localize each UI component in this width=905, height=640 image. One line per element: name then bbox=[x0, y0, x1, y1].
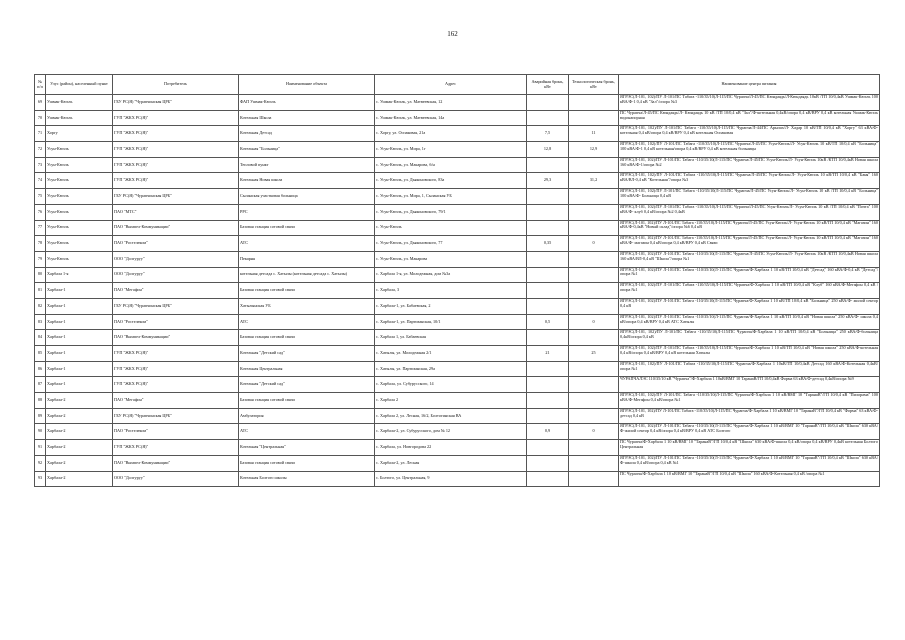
row-emergency-reserve bbox=[527, 377, 569, 393]
row-emergency-reserve bbox=[527, 110, 569, 126]
row-power-center: ЯГРЭС(Л-101, 102)/ПУ Л-101/ПС Табага -110/35/10(Л-115/ПС Чурапча/Л-45/ПС Усун-Кюэль/Л- Усун-Кюэль 10 кВ/ТП 10/0,4 кВ "Больница" 100 кВА/Ф-1 0,4 кВ котельная/опора 0,4 кВ/ВРУ 0,4 кВ котельная больницы bbox=[619, 142, 880, 158]
row-address: с. Ушмак-Кюэль, ул. Матвеевская, 12 bbox=[375, 95, 527, 111]
header-emergency-reserve: Аварийная бронь, кВт bbox=[527, 75, 569, 95]
row-place: Усун-Кюэль bbox=[46, 189, 113, 205]
row-tech-reserve bbox=[569, 283, 619, 299]
row-emergency-reserve bbox=[527, 393, 569, 409]
row-address: с. Харбала-2, ул. Лесная bbox=[375, 455, 527, 471]
row-power-center: ЯГРЭС(Л-101, 102)/ПУ Л-101/ПС Табага -110/35/10(Л-115/ПС Чурапча/Ф-Харбала 1 10кВ/ТП 10/0,4кВ Детсад 160 кВА/Ф-Котельная 0,4кВ/опора №1 bbox=[619, 361, 880, 377]
header-object: Наименование объекта bbox=[239, 75, 375, 95]
row-emergency-reserve bbox=[527, 157, 569, 173]
row-power-center: ЯГРЭС(Л-101, 102)/ПУ Л-101/ПС Табага -110/35/10(Л-115/ПС Чурапча/Л-45/ПС Усун-Кюэль/Л- Усун-Кюэль 10 кВ/ТП 10/0,4 кВ "Магазин" 160 кВА/Ф-0,4кВ "Новый склад"/опора №6 0,4 кВ bbox=[619, 220, 880, 236]
row-tech-reserve bbox=[569, 251, 619, 267]
row-consumer: ГУП "ЖКХ РС(Я)" bbox=[113, 110, 239, 126]
row-number: 81 bbox=[35, 283, 46, 299]
row-address: с. Харбала, 3 bbox=[375, 283, 527, 299]
row-consumer: ПАО "Мегафон" bbox=[113, 393, 239, 409]
row-consumer: ГБУ РС(Я) "Чурапчинская ЦРБ" bbox=[113, 189, 239, 205]
table-row bbox=[35, 220, 880, 236]
row-consumer: ПАО "Вымпел-Коммуникации" bbox=[113, 455, 239, 471]
row-tech-reserve: 31,2 bbox=[569, 173, 619, 189]
row-consumer: ГУП "ЖКХ РС(Я)" bbox=[113, 157, 239, 173]
row-address: с. Усун-Кюэль, ул. Мира, 1г bbox=[375, 142, 527, 158]
row-emergency-reserve bbox=[527, 204, 569, 220]
row-address: с. Усун-Кюэль, ул. Макарова bbox=[375, 251, 527, 267]
row-tech-reserve bbox=[569, 361, 619, 377]
row-consumer: ГУП "ЖКХ РС(Я)" bbox=[113, 440, 239, 456]
row-tech-reserve bbox=[569, 110, 619, 126]
row-place: Харбала-2 bbox=[46, 440, 113, 456]
row-address: с. Хатылы, ул. Молодежная 2/1 bbox=[375, 346, 527, 362]
row-object: Котельная "Детский сад" bbox=[239, 377, 375, 393]
row-emergency-reserve: 7,5 bbox=[527, 126, 569, 142]
row-number: 77 bbox=[35, 220, 46, 236]
row-emergency-reserve bbox=[527, 267, 569, 283]
table-row bbox=[35, 283, 880, 299]
row-address: с. Хоргу, ул. Оспаковая, 21а bbox=[375, 126, 527, 142]
row-number: 82 bbox=[35, 298, 46, 314]
row-address: с. Харбала 1-я, ул. Молодежная, дом №3а bbox=[375, 267, 527, 283]
row-number: 71 bbox=[35, 126, 46, 142]
table-row bbox=[35, 236, 880, 252]
row-tech-reserve bbox=[569, 220, 619, 236]
row-number: 87 bbox=[35, 377, 46, 393]
row-consumer: ООО "Долгуруу" bbox=[113, 267, 239, 283]
page-number: 162 bbox=[447, 30, 458, 38]
row-address: с. Усун-Кюэль bbox=[375, 220, 527, 236]
table-row bbox=[35, 95, 880, 111]
row-number: 80 bbox=[35, 267, 46, 283]
row-place: Усун-Кюэль bbox=[46, 173, 113, 189]
row-power-center: ЯГРЭС(Л-101, 102)/ПУ Л-101/ПС Табага -110/35/10(Л-115/ПС Чурапча/Ф-Харбала 1 10 кВ/ВМГ 10 "ТаранаВ"/ГП 10/0,4 кВ "Школа" 630 кВА/Ф-жилой сектор 0,4 кВ/опора 0,4 кВ/ВРУ 0,4 кВ АТС Болтого bbox=[619, 424, 880, 440]
row-number: 78 bbox=[35, 236, 46, 252]
row-emergency-reserve: 0,5 bbox=[527, 314, 569, 330]
row-object: Котельная Школа bbox=[239, 110, 375, 126]
row-emergency-reserve bbox=[527, 455, 569, 471]
row-emergency-reserve bbox=[527, 189, 569, 205]
row-tech-reserve bbox=[569, 298, 619, 314]
row-address: с. Хатылы, ул. Партизанская, 29а bbox=[375, 361, 527, 377]
header-tech-reserve: Технологическая бронь, кВт bbox=[569, 75, 619, 95]
row-consumer: ГУП "ЖКХ РС(Я)" bbox=[113, 173, 239, 189]
table-row bbox=[35, 346, 880, 362]
row-number: 69 bbox=[35, 95, 46, 111]
row-consumer: ПАО "Мегафон" bbox=[113, 283, 239, 299]
row-tech-reserve bbox=[569, 393, 619, 409]
header-address: Адрес bbox=[375, 75, 527, 95]
row-address: с. Харбала-1, ул. Бабаевская, 2 bbox=[375, 298, 527, 314]
row-place: Харбала-1 bbox=[46, 283, 113, 299]
row-number: 70 bbox=[35, 110, 46, 126]
row-power-center: ЯГРЭС(Л-101, 102)/ПУ Л-101/ПС Табага -110/35/10(Л-115/ПС Чурапча/Ф-Харбала 1 10 кВ/ТП 10/0,4 кВ "Новая школа" 250 кВА/Ф- школа 0,4 кВ/опора 0,4 кВ/ВРУ 0,4 кВ АТС Хатылы bbox=[619, 314, 880, 330]
row-tech-reserve bbox=[569, 455, 619, 471]
row-emergency-reserve bbox=[527, 408, 569, 424]
table-row bbox=[35, 267, 880, 283]
row-tech-reserve bbox=[569, 471, 619, 487]
row-place: Усун-Кюэль bbox=[46, 236, 113, 252]
table-row bbox=[35, 424, 880, 440]
row-place: Харбала-1 bbox=[46, 298, 113, 314]
row-place: Усун-Кюэль bbox=[46, 204, 113, 220]
row-tech-reserve bbox=[569, 157, 619, 173]
row-number: 86 bbox=[35, 361, 46, 377]
row-emergency-reserve: 12,8 bbox=[527, 142, 569, 158]
row-tech-reserve bbox=[569, 204, 619, 220]
row-object: Котельная "Больница" bbox=[239, 142, 375, 158]
row-number: 76 bbox=[35, 204, 46, 220]
row-power-center: ЯГРЭС(Л-101, 102)/ПУ Л-101/ПС Табага -110/35/10(Л-115/ПС Чурапча/Л-44/ПС Арылах/Л- Хадар 10 кВ/ТП 10/0,4 кВ "Хоргу" 63 кВА/Ф-котельная 0,4 кВ/опора 0,4 кВ/ВРУ 0,4 кВ котельная Оспаковая bbox=[619, 126, 880, 142]
row-place: Харбала-1 bbox=[46, 346, 113, 362]
row-emergency-reserve: 0,35 bbox=[527, 236, 569, 252]
row-place: Хоргу bbox=[46, 126, 113, 142]
row-place: Харбала-1 bbox=[46, 314, 113, 330]
table-row bbox=[35, 314, 880, 330]
row-number: 83 bbox=[35, 314, 46, 330]
row-place: Харбала-1 bbox=[46, 330, 113, 346]
row-place: Харбала 1-я bbox=[46, 267, 113, 283]
header-number: № п/п bbox=[35, 75, 46, 95]
row-consumer: ГБУ РС(Я) "Чурапчинская ЦРБ" bbox=[113, 298, 239, 314]
row-address: с. Усун-Кюэль, ул. Дьяконовского, 79/1 bbox=[375, 204, 527, 220]
table-row bbox=[35, 173, 880, 189]
row-object: Котельная Центральная bbox=[239, 361, 375, 377]
row-emergency-reserve: 0,9 bbox=[527, 424, 569, 440]
row-number: 79 bbox=[35, 251, 46, 267]
row-address: с. Усун-Кюэль, ул. Дьяконовского, 83а bbox=[375, 173, 527, 189]
row-object: Котельная Детсад bbox=[239, 126, 375, 142]
row-emergency-reserve bbox=[527, 298, 569, 314]
row-object: Котельная Новая школа bbox=[239, 173, 375, 189]
row-object: Хатылынская УБ bbox=[239, 298, 375, 314]
row-place: Усун-Кюэль bbox=[46, 251, 113, 267]
row-power-center: ЯГРЭС(Л-101, 102)/ПУ Л-101/ПС Табага -110/35/10(Л-115/ПС Чурапча/Л-45/ПС Усун-Кюэль/Л- Усун-Кюэль 10кВ /КТП 10/0,4кВ Новая школа 160 кВА/Ф-1/опора №2 bbox=[619, 157, 880, 173]
row-place: Харбала-2 bbox=[46, 455, 113, 471]
row-power-center: ПС Чурапча/Ф-Харбала 1 10 кВ/ВМГ 10 "ТаранаВ"/ГП 10/0,4 кВ "Школа" 160 кВА/Ф-Котельная 0,4 кВ /опора №1 bbox=[619, 471, 880, 487]
row-consumer: ПАО "Ростелеком" bbox=[113, 236, 239, 252]
row-consumer: ООО "Долгуруу" bbox=[113, 251, 239, 267]
row-object: Сыланская участковая больница bbox=[239, 189, 375, 205]
row-object: АТС bbox=[239, 236, 375, 252]
row-address: с. Харбала, ул. Субурусского, 14 bbox=[375, 377, 527, 393]
row-tech-reserve: 12,9 bbox=[569, 142, 619, 158]
row-tech-reserve bbox=[569, 267, 619, 283]
row-object: ФАП Ушмак-Кюэль bbox=[239, 95, 375, 111]
row-emergency-reserve: 21 bbox=[527, 346, 569, 362]
row-object: РРС bbox=[239, 204, 375, 220]
row-place: Харбала-1 bbox=[46, 361, 113, 377]
row-object: Пекарня bbox=[239, 251, 375, 267]
header-consumer: Потребитель bbox=[113, 75, 239, 95]
row-number: 72 bbox=[35, 142, 46, 158]
row-object: АТС bbox=[239, 424, 375, 440]
row-object: Базовая станция сотовой связи bbox=[239, 455, 375, 471]
row-emergency-reserve bbox=[527, 220, 569, 236]
row-power-center: ЯГРЭС(Л-101, 102)/ПУ Л-101/ПС Табага -110/35/10(Л-115/ПС Чурапча/Л-45/ПС Усун-Кюэль/Л- Усун-Кюэль 10кВ /КТП 10/0,4кВ Новая школа 160 кВА/ВЛ-0,4 кВ "Школа"/опора №1 bbox=[619, 251, 880, 267]
row-place: Усун-Кюэль bbox=[46, 142, 113, 158]
row-number: 84 bbox=[35, 330, 46, 346]
row-address: с. Харбала, ул. Новгородова 22 bbox=[375, 440, 527, 456]
row-number: 89 bbox=[35, 408, 46, 424]
row-power-center: ЯГРЭС(Л-101, 102)/ПУ Л-101/ПС Табага -110/35/10(Л-115/ПС Чурапча/Ф-Харбала 1 10 кВ/ТП 10/0,4 кВ "Новая школа" 250 кВА/Ф-котельная 0,4 кВ/опора 0,4 кВ/ВРУ 0,4 кВ котельная Хатылы bbox=[619, 346, 880, 362]
row-tech-reserve bbox=[569, 440, 619, 456]
row-address: с. Харбала 1, ул. Бабаевская bbox=[375, 330, 527, 346]
row-place: Харбала-2 bbox=[46, 424, 113, 440]
table-row bbox=[35, 251, 880, 267]
table-row bbox=[35, 377, 880, 393]
row-place: Усун-Кюэль bbox=[46, 220, 113, 236]
row-consumer: ГУП "ЖКХ РС(Я)" bbox=[113, 142, 239, 158]
row-emergency-reserve bbox=[527, 95, 569, 111]
row-tech-reserve bbox=[569, 330, 619, 346]
row-consumer: ПАО "Ростелеком" bbox=[113, 424, 239, 440]
row-place: Ушмак-Кюэль bbox=[46, 110, 113, 126]
row-tech-reserve: 0 bbox=[569, 314, 619, 330]
table-row bbox=[35, 440, 880, 456]
row-emergency-reserve bbox=[527, 361, 569, 377]
table-row bbox=[35, 455, 880, 471]
row-power-center: ЯГРЭС(Л-101, 102)/ПУ Л-101/ПС Табага -110/35/10(Л-115/ПС Чурапча/Ф-Харбала 1 10 кВ/ТП 10/0,4 кВ "Больница" 250 кВА/Ф- жилой сектор 0,4 кВ bbox=[619, 298, 880, 314]
row-power-center: ПС Чурапча/Ф-Харбала 1 10 кВ/ВМГ 10 "ТаранаВ"/ГП 10/0,4 кВ "Школа" 630 кВА/Ф-школа 0,4 кВ/опора 0,4 кВ/ВРУ 0,4кВ котельная Болтого Центральная bbox=[619, 440, 880, 456]
row-power-center: ЯГРЭС(Л-101, 102)/ПУ Л-101/ПС Табага -110/35/10(Л-115/ПС Чурапча/Л-45/ПС Усун-Кюэль/Л- Усун-Кюэль 10 кВ /ТП 10/0,4 кВ "Больница" 100 кВА/Ф- Больница 0,4 кВ bbox=[619, 189, 880, 205]
row-power-center: ЯГРЭС(Л-101, 102)/ПУ Л-101/ПС Табага -110/35/10(Л-115/ПС Чурапча/Ф-Харбала 1 10 кВ/ТП 10/0,4 кВ "Детсад" 160 кВА/Ф-0,4 кВ "Детсад"/опора №1 bbox=[619, 267, 880, 283]
table-row bbox=[35, 189, 880, 205]
row-emergency-reserve bbox=[527, 251, 569, 267]
row-place: Харбала-1 bbox=[46, 377, 113, 393]
row-consumer: ООО "Долгуруу" bbox=[113, 471, 239, 487]
row-consumer: ПАО "Вымпел-Коммуникации" bbox=[113, 330, 239, 346]
table-row bbox=[35, 110, 880, 126]
row-tech-reserve bbox=[569, 95, 619, 111]
row-address: с. Харбала 2 bbox=[375, 393, 527, 409]
row-object: АТС bbox=[239, 314, 375, 330]
row-tech-reserve bbox=[569, 189, 619, 205]
row-power-center: ЯГРЭС(Л-101, 102)/ПУ Л-101/ПС Табага -110/35/10(Л-115/ПС Чурапча/Л-45/ПС Усун-Кюэль/Л- Усун-Кюэль 10 кВ /ТП 10/0,4 кВ "Почта" 100 кВА/Ф- клуб 0,4 кВ/опора №2 0,4кВ bbox=[619, 204, 880, 220]
table-row bbox=[35, 471, 880, 487]
row-consumer: ГУП "ЖКХ РС(Я)" bbox=[113, 361, 239, 377]
table-body bbox=[35, 95, 880, 487]
row-power-center: ПС Чурапча/Л-45/ПС Кюндаядь/Л- Кюндаядь 10 кВ /ТП 10/0,4 кВ "Зал"/Ф-котельная 0,4кВ/опора 0,4 кВ/ВРУ 0,4 кВ котельная Ушмак-Кюэль водонапорная bbox=[619, 110, 880, 126]
row-consumer: ПАО "Ростелеком" bbox=[113, 314, 239, 330]
row-place: Харбала-2 bbox=[46, 393, 113, 409]
row-power-center: ЯГРЭС(Л-101, 102)/ПУ Л-101/ПС Табага -110/35/10(Л-115/ПС Чурапча/Ф-Харбала 1 10 кВ/ВМГ 10 "ТаранаВ"/ГП 10/0,4 кВ "Пилорама" 100 кВА/Ф-Мегафон 0,4 кВ/опора №1 bbox=[619, 393, 880, 409]
row-object: Базовая станция сотовой связи bbox=[239, 330, 375, 346]
row-emergency-reserve bbox=[527, 330, 569, 346]
row-number: 91 bbox=[35, 440, 46, 456]
row-address: с. Харбала-2, ул. Субурусского, дом № 12 bbox=[375, 424, 527, 440]
row-tech-reserve: 25 bbox=[569, 346, 619, 362]
row-emergency-reserve bbox=[527, 440, 569, 456]
row-power-center: ЯГРЭС(Л-101, 102)/ПУ Л-101/ПС Табага -110/35/10(Л-115/ПС Чурапча/Л-45/ПС Усун-Кюэль/Л- Усун-Кюэль 10 кВ/ТП 10/0,4 кВ "Баня" 160 кВА/ВЛ-0,4 кВ "Котельная"/опора №3 bbox=[619, 173, 880, 189]
table-row bbox=[35, 142, 880, 158]
row-address: с. Усун-Кюэль, ул. Мира, 1, Сыланская УБ bbox=[375, 189, 527, 205]
row-emergency-reserve: 29,3 bbox=[527, 173, 569, 189]
row-address: с. Болтого, ул. Центральная, 9 bbox=[375, 471, 527, 487]
row-object: Котельная "Детский сад" bbox=[239, 346, 375, 362]
row-power-center: ЯГРЭС(Л-101, 102)/ПУ Л-101/ПС Табага -110/35/10(Л-115/ПС Чурапча/Ф-Харбала 1 10 кВ/ТП 10/0,4 кВ "Больница" 250 кВА/Ф-больница 0,4кВ/опора 0,4 кВ bbox=[619, 330, 880, 346]
row-consumer: ГУП "ЖКХ РС(Я)" bbox=[113, 126, 239, 142]
row-number: 73 bbox=[35, 157, 46, 173]
row-consumer: ГУП "ЖКХ РС(Я)" bbox=[113, 377, 239, 393]
table-row bbox=[35, 157, 880, 173]
row-tech-reserve bbox=[569, 377, 619, 393]
row-object: Котельная Болтого школы bbox=[239, 471, 375, 487]
row-consumer: ПАО "МТС" bbox=[113, 204, 239, 220]
table-row bbox=[35, 408, 880, 424]
row-emergency-reserve bbox=[527, 283, 569, 299]
row-power-center: ЯГРЭС(Л-101, 102)/ПУ Л-101/ПС Табага -110/35/10(Л-115/ПС Чурапча/Л-45/ПС Усун-Кюэль/Л- Усун-Кюэль 10 кВ/ТП 10/0,4 кВ "Магазин" 160 кВА/Ф- магазин 0,4 кВ/опора 0,4 кВ/ВРУ 0,4 кВ Связи bbox=[619, 236, 880, 252]
table-row bbox=[35, 330, 880, 346]
table-row bbox=[35, 393, 880, 409]
header-power-center: Наименование центра питания bbox=[619, 75, 880, 95]
row-number: 93 bbox=[35, 471, 46, 487]
row-object: Амбулатория bbox=[239, 408, 375, 424]
row-number: 92 bbox=[35, 455, 46, 471]
row-power-center: ЯГРЭС(Л-101, 102)/ПУ Л-101/ПС Табага -110/35/10(Л-115/ПС Чурапча/Ф-Харбала 1 10 кВ/ВМГ 10 "ТаранаВ"/ГП 10/0,4 кВ "Форма" 63 кВА/Ф- детсад 0,4 кВ bbox=[619, 408, 880, 424]
row-power-center: ЧУРАПЧАЛЭС 110/35/10 кВ "Чурапча"/Ф-Харбала 1 10кВ/ВМГ 10 ТаранаВ/ГП 10/0,4кВ Форма 63 кВА/Ф-детсад 0,4кВ/опора №9 bbox=[619, 377, 880, 393]
row-address: с. Харбала-1, ул. Партизанская, 10/1 bbox=[375, 314, 527, 330]
row-emergency-reserve bbox=[527, 471, 569, 487]
row-consumer: ГБУ РС(Я) "Чурапчинская ЦРБ" bbox=[113, 408, 239, 424]
row-object: Базовая станция сотовой связи bbox=[239, 393, 375, 409]
row-number: 85 bbox=[35, 346, 46, 362]
row-tech-reserve bbox=[569, 408, 619, 424]
row-number: 75 bbox=[35, 189, 46, 205]
row-consumer: ГУП "ЖКХ РС(Я)" bbox=[113, 346, 239, 362]
table-header bbox=[35, 75, 880, 95]
row-tech-reserve: 11 bbox=[569, 126, 619, 142]
row-address: с. Харбала 2, ул. Лесная, 16/2, Болтогинская ВА bbox=[375, 408, 527, 424]
row-address: с. Усун-Кюэль, ул. Дьяконовского, 77 bbox=[375, 236, 527, 252]
row-object: Котельная "Центральная" bbox=[239, 440, 375, 456]
row-consumer: ПАО "Вымпел-Коммуникации" bbox=[113, 220, 239, 236]
row-number: 90 bbox=[35, 424, 46, 440]
row-place: Харбала-2 bbox=[46, 408, 113, 424]
power-reserve-table bbox=[34, 74, 880, 487]
row-power-center: ЯГРЭС(Л-101, 102)/ПУ Л-101/ПС Табага -110/35/10(Л-115/ПС Чурапча/Л-45/ПС Кюндаядь/Л-Кюндаядь 10кВ /ТП 10/0,4кВ Ушмак-Кюэль 100 кВА/Ф-1 0,4 кВ "Зал"/опора №3 bbox=[619, 95, 880, 111]
table-row bbox=[35, 361, 880, 377]
row-power-center: ЯГРЭС(Л-101, 102)/ПУ Л-101/ПС Табага -110/35/10(Л-115/ПС Чурапча/Ф-Харбала 1 10 кВ/ВМГ 10 "ТаранаВ"/ГП 10/0,4 кВ "Школа" 630 кВА/Ф-школа 0,4 кВ/опора 0,4 кВ №1 bbox=[619, 455, 880, 471]
row-number: 88 bbox=[35, 393, 46, 409]
row-object: Базовая станция сотовой связи bbox=[239, 283, 375, 299]
row-object: Тепловой пункт bbox=[239, 157, 375, 173]
row-object: Базовая станция сотовой связи bbox=[239, 220, 375, 236]
row-place: Ушмак-Кюэль bbox=[46, 95, 113, 111]
row-power-center: ЯГРЭС(Л-101, 102)/ПУ Л-101/ПС Табага -110/35/10(Л-115/ПС Чурапча/Ф-Харбала 1 10 кВ/ТП 10/0,4 кВ "Клуб" 160 кВА/Ф-Мегафон 0,4 кВ /опора №1 bbox=[619, 283, 880, 299]
row-tech-reserve: 0 bbox=[569, 424, 619, 440]
table-row bbox=[35, 126, 880, 142]
row-address: с. Ушмак-Кюэль, ул. Матвеевская, 14а bbox=[375, 110, 527, 126]
row-place: Харбала-2 bbox=[46, 471, 113, 487]
table-row bbox=[35, 204, 880, 220]
row-tech-reserve: 0 bbox=[569, 236, 619, 252]
table-row bbox=[35, 298, 880, 314]
row-consumer: ГБУ РС(Я) "Чурапчинская ЦРБ" bbox=[113, 95, 239, 111]
row-address: с. Усун-Кюэль, ул. Макарова, б/н bbox=[375, 157, 527, 173]
header-place: Улус (район), населенный пункт bbox=[46, 75, 113, 95]
row-place: Усун-Кюэль bbox=[46, 157, 113, 173]
row-number: 74 bbox=[35, 173, 46, 189]
row-object: котельная детсада с. Хатылы (котельная детсада с. Хатылы) bbox=[239, 267, 375, 283]
